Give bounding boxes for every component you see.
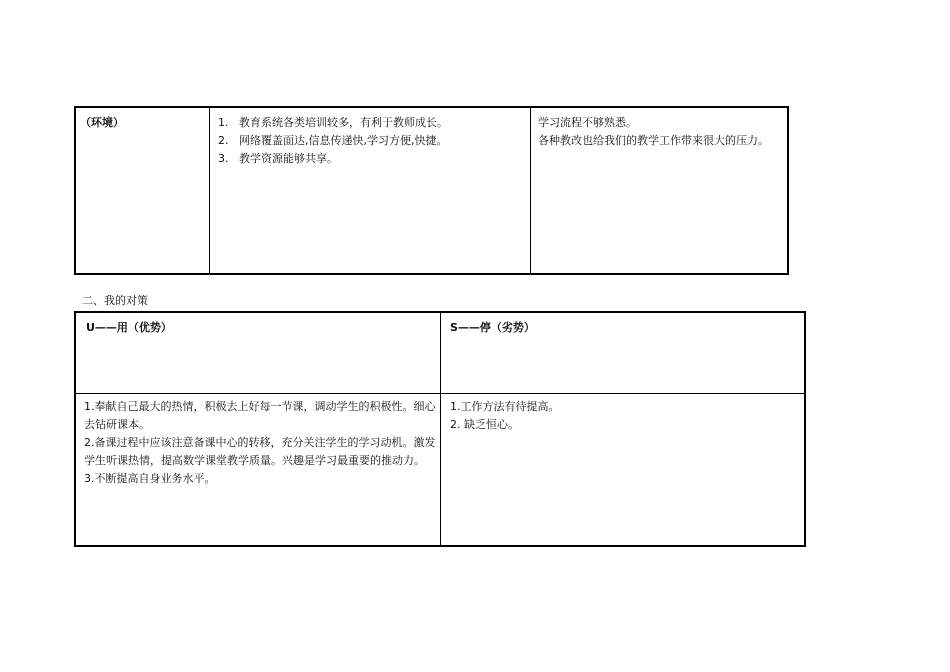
disadvantage-actions — [450, 398, 795, 434]
action-item: 3.不断提高自身业务水平。 — [84, 472, 216, 485]
column-divider — [440, 313, 441, 545]
row-divider — [76, 393, 804, 394]
disadvantage-header: S——停（劣势） — [450, 321, 535, 334]
advantage-actions — [84, 398, 438, 488]
weaknesses-cell — [538, 114, 786, 150]
column-divider — [530, 108, 531, 273]
item-number: 3. — [218, 152, 229, 165]
section-title: 二、我的对策 — [82, 294, 148, 307]
advantage-header: U——用（优势） — [86, 321, 172, 334]
action-item: 1.工作方法有待提高。 — [450, 400, 560, 413]
strategy-table — [74, 311, 806, 547]
weakness-text: 学习流程不够熟悉。 — [538, 116, 637, 129]
list-item — [218, 132, 524, 150]
item-text: 教育系统各类培训较多，有利于教师成长。 — [239, 116, 448, 129]
environment-table — [74, 106, 789, 275]
weakness-text: 各种教改也给我们的教学工作带来很大的压力。 — [538, 134, 769, 147]
action-item: 2.备课过程中应该注意备课中心的转移，充分关注学生的学习动机。激发学生听课热情，提高数学课堂教学质量。兴趣是学习最重要的推动力。 — [84, 436, 436, 467]
strengths-cell — [218, 114, 524, 168]
item-text: 教学资源能够共享。 — [239, 152, 338, 165]
environment-label: （环境） — [80, 116, 124, 129]
item-number: 2. — [218, 134, 229, 147]
action-item: 1.奉献自己最大的热情，积极去上好每一节课，调动学生的积极性。细心去钻研课本。 — [84, 400, 436, 431]
column-divider — [209, 108, 210, 273]
list-item — [218, 150, 524, 168]
list-item — [218, 114, 524, 132]
item-number: 1. — [218, 116, 229, 129]
item-text: 网络覆盖面达,信息传递快,学习方便,快捷。 — [239, 134, 448, 147]
action-item: 2. 缺乏恒心。 — [450, 418, 519, 431]
